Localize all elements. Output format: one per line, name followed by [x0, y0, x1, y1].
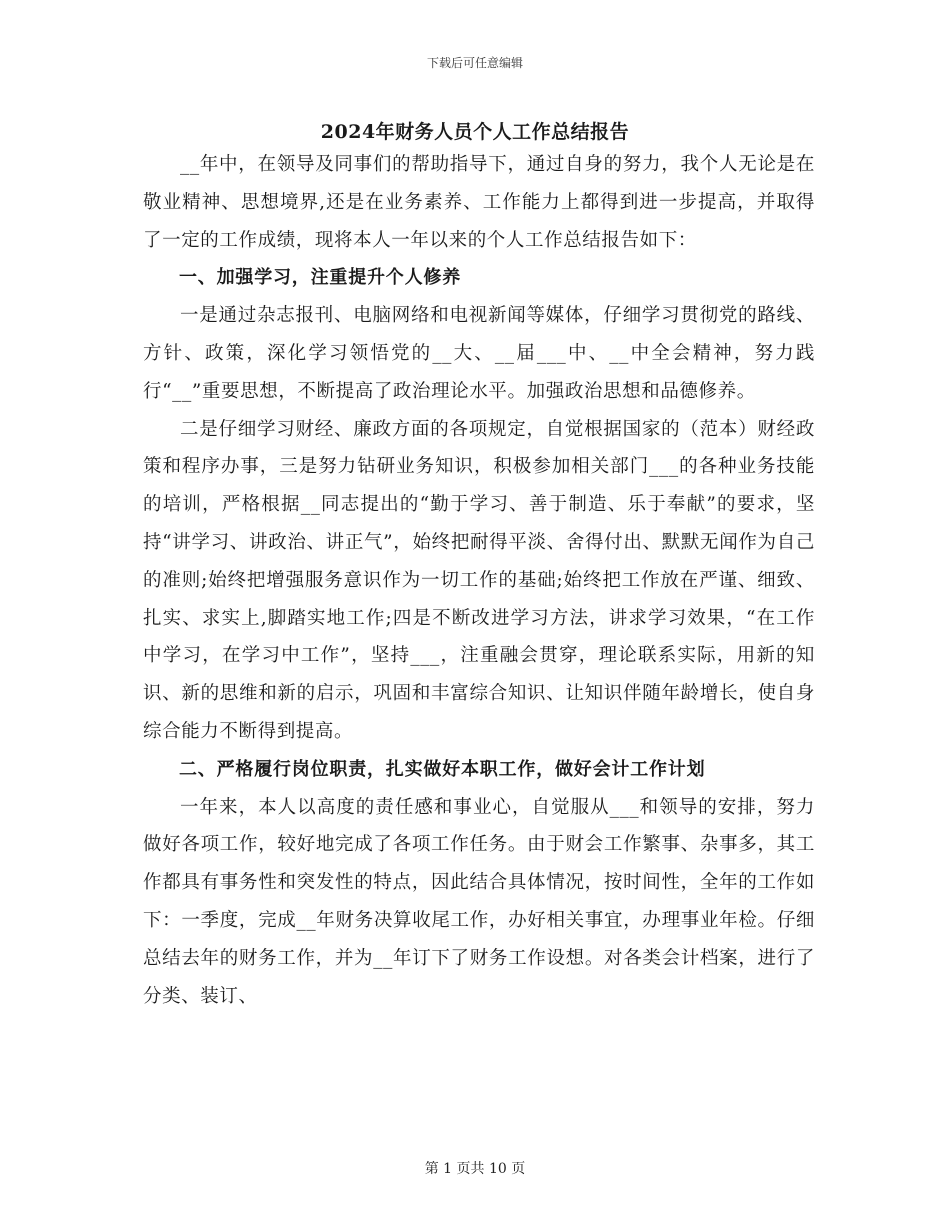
header-note: 下载后可任意编辑	[426, 56, 523, 70]
document-body	[143, 146, 815, 1015]
section-heading-2: 二、严格履行岗位职责，扎实做好本职工作，做好会计工作计划	[179, 758, 706, 780]
paragraph-study-1: 一是通过杂志报刊、电脑网络和电视新闻等媒体，仔细学习贯彻党的路线、方针、政策，深化学习领悟党的__大、__届___中、__中全会精神，努力践行“__”重要思想，不断提高了政治理论水平。加强政治思想和品德修养。	[143, 305, 815, 402]
document-title: 2024年财务人员个人工作总结报告	[320, 121, 630, 143]
paragraph-study-2: 二是仔细学习财经、廉政方面的各项规定，自觉根据国家的（范本）财经政策和程序办事，三是努力钻研业务知识，积极参加相关部门___的各种业务技能的培训，严格根据__同志提出的“勤于学习、善于制造、乐于奉献”的要求，坚持“讲学习、讲政治、讲正气”，始终把耐得平淡、舍得付出、默默无闻作为自己的准则;始终把增强服务意识作为一切工作的基础;始终把工作放在严谨、细致、扎实、求实上,脚踏实地工作;四是不断改进学习方法，讲求学习效果，“在工作中学习，在学习中工作”，坚持___，注重融会贯穿，理论联系实际，用新的知识、新的思维和新的启示，巩固和丰富综合知识、让知识伴随年龄增长，使自身综合能力不断得到提高。	[143, 418, 815, 742]
paragraph-intro: __年中，在领导及同事们的帮助指导下，通过自身的努力，我个人无论是在敬业精神、思想境界,还是在业务素养、工作能力上都得到进一步提高，并取得了一定的工作成绩，现将本人一年以来的个人工作总结报告如下：	[143, 154, 815, 251]
paragraph-duties: 一年来，本人以高度的责任感和事业心，自觉服从___和领导的安排，努力做好各项工作，较好地完成了各项工作任务。由于财会工作繁事、杂事多，其工作都具有事务性和突发性的特点，因此结合具体情况，按时间性，全年的工作如下：一季度，完成__年财务决算收尾工作，办好相关事宜，办理事业年检。仔细总结去年的财务工作，并为__年订下了财务工作设想。对各类会计档案，进行了分类、装订、	[143, 796, 815, 1007]
section-heading-1: 一、加强学习，注重提升个人修养	[179, 267, 461, 289]
page-footer: 第 1 页共 10 页	[424, 1161, 526, 1177]
